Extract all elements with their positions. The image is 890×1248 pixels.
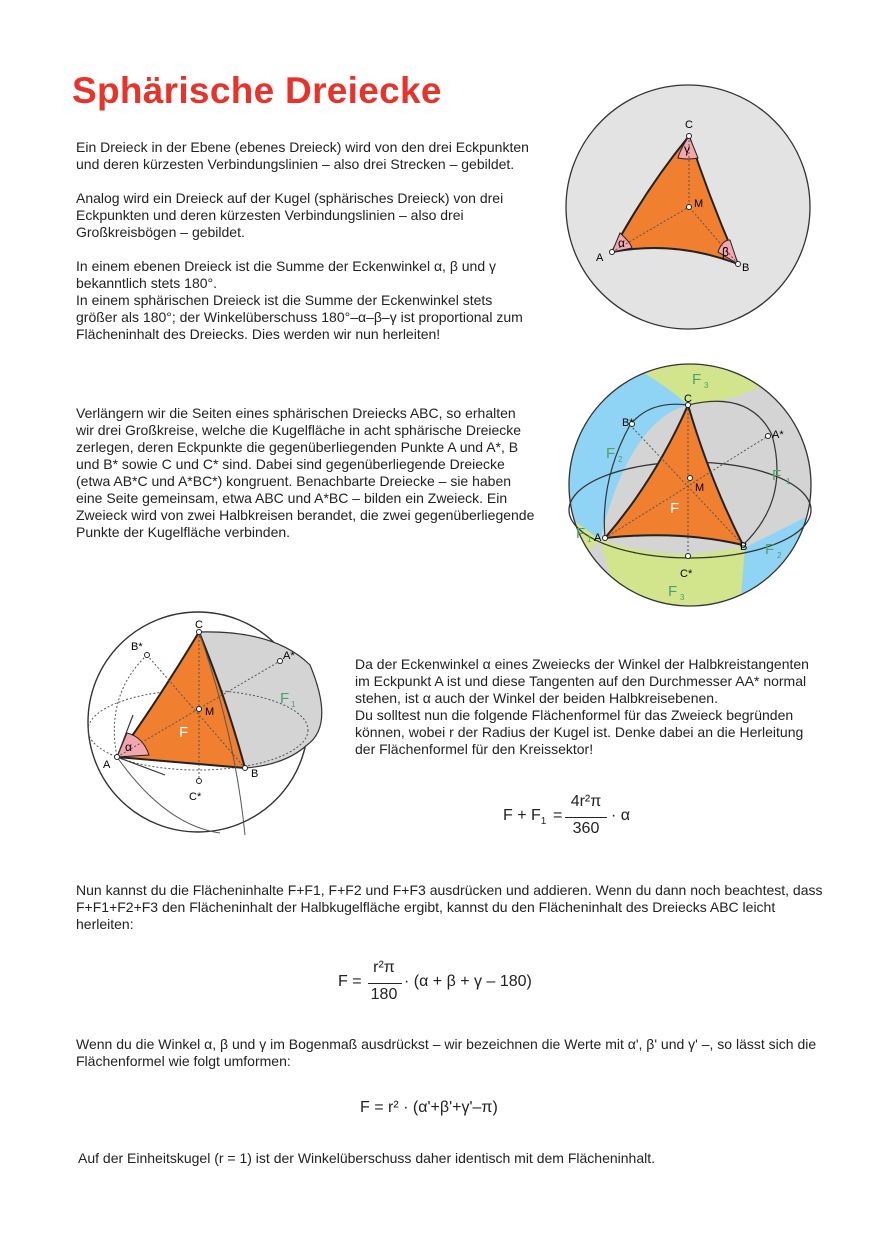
intro-text <box>76 139 536 360</box>
point-m-3 <box>197 707 202 712</box>
figure-eight-triangles <box>560 360 820 610</box>
figure-spherical-triangle <box>560 80 820 335</box>
paragraph-unit-sphere: Auf der Einheitskugel (r = 1) ist der Winkelüberschuss daher identisch mit dem Flächeninhalt. <box>78 1150 655 1166</box>
label-f-3: F <box>179 724 189 741</box>
formula1-numerator: 4r²π <box>570 793 602 810</box>
label-m: M <box>694 198 704 210</box>
point-c <box>687 134 692 139</box>
point-m <box>687 205 692 210</box>
label-c-star-3: C* <box>189 791 202 803</box>
label-m-2: M <box>695 482 705 494</box>
formula1-subscript: 1 <box>540 816 547 828</box>
label-c: C <box>685 119 693 131</box>
label-f1-3: F <box>280 690 290 707</box>
paragraph-sum-areas-text: Nun kannst du die Flächeninhalte F+F1, F+F2 und F+F3 ausdrücken und addieren. Wenn du dann noch beachtest, dass F+F1+F2+F3 den Flächeninhalt der Halbkugelfläche ergibt, kannst du den Flächeninhalt des Dreiecks ABC leicht herleiten: <box>76 882 823 932</box>
formula1-rhs: · α <box>611 807 631 824</box>
label-b: B <box>742 262 750 274</box>
label-a: A <box>596 252 604 264</box>
point-b-3 <box>243 766 248 771</box>
label-f1-back-subscript: 1 <box>587 535 592 544</box>
label-c-3: C <box>195 619 203 631</box>
label-b-2: B <box>740 541 748 553</box>
label-f2-back: F <box>765 541 775 558</box>
label-gamma: γ <box>684 142 690 156</box>
formula-triangle-area <box>338 959 548 1007</box>
label-a-2: A <box>594 532 602 544</box>
formula2-denominator: 180 <box>370 986 398 1003</box>
point-a <box>610 250 615 255</box>
label-alpha-3: α <box>125 740 132 754</box>
paragraph-spherical-triangle: Analog wird ein Dreieck auf der Kugel (sphärisches Dreieck) von drei Eckpunkten und deren kürzesten Verbindungslinien – also drei Großkreisbögen – gebildet. <box>76 190 504 240</box>
label-f2-back-subscript: 2 <box>777 551 782 560</box>
label-alpha: α <box>618 236 625 250</box>
label-f1: F <box>772 467 782 484</box>
point-a-star <box>766 434 771 439</box>
label-f1-3-subscript: 1 <box>291 700 296 709</box>
label-c-star: C* <box>680 568 693 580</box>
label-a-3: A <box>103 759 111 771</box>
label-f1-subscript: 1 <box>786 477 791 486</box>
paragraph-angle-sum-sphere: In einem sphärischen Dreieck ist die Summe der Eckenwinkel stets größer als 180°; der Winkelüberschuss 180°–α–β–γ ist proportional zum Flächeninhalt des Dreiecks. Dies werden wir nun herleiten! <box>76 292 523 342</box>
paragraph-lune-angle: Da der Eckenwinkel α eines Zweiecks der Winkel der Halbkreistangenten im Eckpunkt A ist und diese Tangenten auf den Durchmesser AA* normal stehen, ist α auch der Winkel der beiden Halbkreisebenen. <box>355 656 809 706</box>
point-a-2 <box>603 536 608 541</box>
formula-lune-area <box>503 793 643 841</box>
point-c-star-3 <box>197 779 202 784</box>
label-f3-back: F <box>668 583 678 600</box>
label-f3-subscript: 3 <box>704 381 709 390</box>
paragraph-plane-triangle: Ein Dreieck in der Ebene (ebenes Dreieck) wird von den drei Eckpunkten und deren kürzesten Verbindungslinien – also drei Strecken – gebildet. <box>76 139 529 172</box>
point-b-star-3 <box>145 653 150 658</box>
paragraph-radians: Wenn du die Winkel α, β und γ im Bogenmaß ausdrückst – wir bezeichnen die Werte mit α', β' und γ' –, so lässt sich die Flächenformel wie folgt umformen: <box>76 1036 817 1069</box>
page-title: Sphärische Dreiecke <box>72 70 442 111</box>
formula1-lhs: F + F <box>503 807 541 824</box>
label-b-star-3: B* <box>131 641 143 653</box>
formula1-denominator: 360 <box>572 820 600 837</box>
paragraph-sum-areas <box>76 882 836 933</box>
figure-lune <box>75 605 330 840</box>
paragraph-great-circles: Verlängern wir die Seiten eines sphärischen Dreiecks ABC, so erhalten wir drei Großkreise, welche die Kugelfläche in acht sphärische Dreiecke zerlegen, deren Eckpunkte die gegenüberliegenden Punkte A und A*, B und B* sowie C und C* sind. Dabei sind gegenüberliegende Dreiecke (etwa AB*C und A*BC*) kongruent. Benachbarte Dreiecke – sie haben eine Seite gemeinsam, etwa ABC und A*BC – bilden ein Zweieck. Ein Zweieck wird von zwei Halbkreisen berandet, die zwei gegenüberliegende Punkte der Kugelfläche verbinden. <box>76 405 535 540</box>
label-a-star-3: A* <box>283 650 295 662</box>
point-a-3 <box>115 755 120 760</box>
label-m-3: M <box>205 706 215 718</box>
label-f2-subscript: 2 <box>618 455 623 464</box>
formula2-lhs: F = <box>338 973 362 990</box>
label-f2: F <box>606 445 616 462</box>
lune-text <box>355 656 815 758</box>
label-beta: β <box>722 245 729 259</box>
label-b-star: B* <box>622 417 634 429</box>
point-b <box>736 262 741 267</box>
formula2-numerator: r²π <box>373 959 395 976</box>
formula1-equals: = <box>553 807 563 824</box>
paragraph-angle-sum-plane: In einem ebenen Dreieck ist die Summe der Eckenwinkel α, β und γ bekanntlich stets 180°. <box>76 258 497 291</box>
label-f3: F <box>692 371 702 388</box>
formula-radians: F = r² · (α'+β'+γ'–π) <box>360 1099 498 1116</box>
point-a-star-3 <box>278 659 283 664</box>
formula2-rhs: · (α + β + γ – 180) <box>404 973 532 990</box>
label-f3-back-subscript: 3 <box>680 593 685 602</box>
point-m-2 <box>688 476 693 481</box>
label-f: F <box>670 500 680 517</box>
paragraph-lune-formula: Du solltest nun die folgende Flächenformel für das Zweieck begründen können, wobei r der Radius der Kugel ist. Denke dabei an die Herleitung der Flächenformel für den Kreissektor! <box>355 707 804 757</box>
label-a-star: A* <box>772 429 784 441</box>
point-c-star <box>686 554 691 559</box>
label-c-2: C <box>684 393 692 405</box>
label-f1-back: F <box>576 525 586 542</box>
label-b-3: B <box>251 768 259 780</box>
